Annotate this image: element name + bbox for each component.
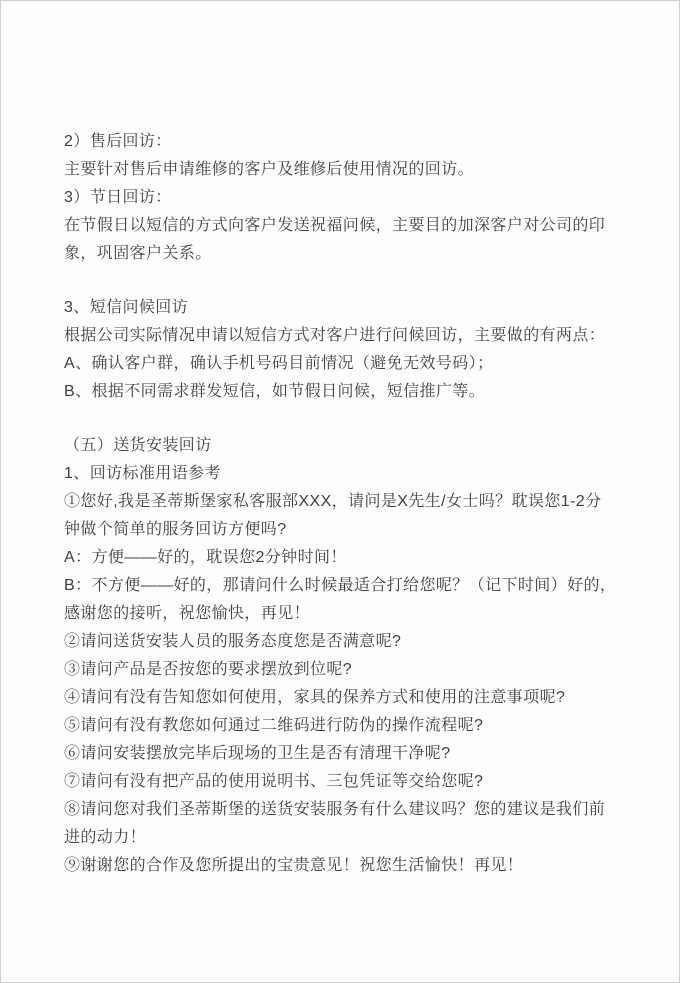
text-line: 在节假日以短信的方式向客户发送祝福问候，主要目的加深客户对公司的印 — [64, 217, 606, 234]
text-line: ④请问有没有告知您如何使用，家具的保养方式和使用的注意事项呢? — [64, 689, 566, 706]
text-line: 3、短信问候回访 — [64, 299, 189, 316]
text-line: ③请问产品是否按您的要求摆放到位呢? — [64, 661, 353, 678]
text-line: 主要针对售后申请维修的客户及维修后使用情况的回访。 — [64, 161, 475, 178]
text-line: A、确认客户群，确认手机号码目前情况（避免无效号码）； — [64, 355, 494, 372]
text-line: ⑥请问安装摆放完毕后现场的卫生是否有清理干净呢? — [64, 745, 451, 762]
text-line: ⑨谢谢您的合作及您所提出的宝贵意见！祝您生活愉快！再见！ — [64, 857, 524, 874]
text-line: 1、回访标准用语参考 — [64, 465, 221, 482]
text-line: 3）节日回访： — [64, 189, 172, 206]
sms-greeting-callback-section — [64, 294, 665, 406]
text-line: ②请问送货安装人员的服务态度您是否满意呢? — [64, 633, 402, 650]
text-line: 钟做个简单的服务回访方便吗? — [64, 521, 287, 538]
after-sales-holiday-callback-section — [64, 128, 665, 268]
document-content — [1, 1, 679, 880]
text-line: ⑤请问有没有教您如何通过二维码进行防伪的操作流程呢? — [64, 717, 484, 734]
text-line: B、根据不同需求群发短信，如节假日问候，短信推广等。 — [64, 383, 486, 400]
text-line: A：方便——好的，耽误您2分钟时间！ — [64, 549, 347, 566]
text-line: ①您好,我是圣蒂斯堡家私客服部XXX，请问是X先生/女士吗？耽误您1-2分 — [64, 493, 602, 510]
text-line: 进的动力！ — [64, 829, 147, 846]
text-line: ⑦请问有没有把产品的使用说明书、三包凭证等交给您呢? — [64, 773, 484, 790]
delivery-installation-callback-section — [64, 432, 665, 880]
text-line: 感谢您的接听，祝您愉快，再见！ — [64, 605, 311, 622]
text-line: 象，巩固客户关系。 — [64, 245, 212, 262]
text-line: 根据公司实际情况申请以短信方式对客户进行问候回访，主要做的有两点： — [64, 327, 606, 344]
text-line: （五）送货安装回访 — [64, 437, 212, 454]
text-line: 2）售后回访： — [64, 133, 172, 150]
text-line: ⑧请问您对我们圣蒂斯堡的送货安装服务有什么建议吗？您的建议是我们前 — [64, 801, 606, 818]
text-line: B：不方便——好的，那请问什么时候最适合打给您呢？（记下时间）好的， — [64, 577, 617, 594]
